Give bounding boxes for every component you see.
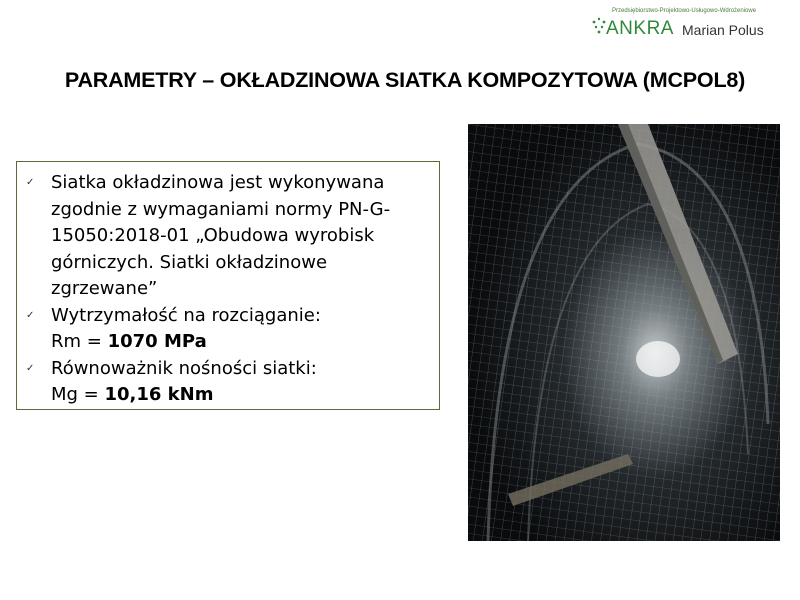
bullet-standard-text: Siatka okładzinowa jest wykonywana zgodnie z wymaganiami normy PN-G-15050:2018-01 „Obudowa wyrobisk górniczych. Siatki okładzinowe zgrzewane” (51, 172, 391, 299)
tensile-strength-value: 1070 MPa (107, 331, 207, 352)
logo-owner: Marian Polus (682, 22, 764, 38)
tunnel-mesh-image (468, 124, 780, 541)
tensile-strength-prefix: Rm = (51, 331, 108, 352)
mine-tunnel-photo (468, 124, 780, 541)
slide-title: PARAMETRY – OKŁADZINOWA SIATKA KOMPOZYTOWA (MCPOL8) (64, 68, 746, 92)
checkmark-icon: ✓ (26, 309, 35, 321)
bullet-list (17, 170, 439, 409)
logo-tagline: Przedsiębiorstwo-Projektowo-Usługowo-Wdrożeniowe (612, 8, 757, 14)
load-capacity-label: Równoważnik nośności siatki: (51, 357, 317, 379)
tensile-strength-label: Wytrzymałość na rozciąganie: (51, 304, 321, 326)
logo-brand: ANKRA (606, 18, 674, 39)
bullet-tensile-strength (17, 303, 439, 356)
checkmark-icon: ✓ (26, 177, 35, 188)
bullet-load-capacity (17, 356, 439, 409)
bullet-standard (17, 170, 439, 303)
load-capacity-prefix: Mg = (51, 384, 105, 405)
checkmark-icon: ✓ (26, 362, 35, 374)
load-capacity-value: 10,16 kNm (104, 384, 214, 405)
parameters-textbox (16, 161, 440, 410)
company-logo (588, 6, 788, 42)
